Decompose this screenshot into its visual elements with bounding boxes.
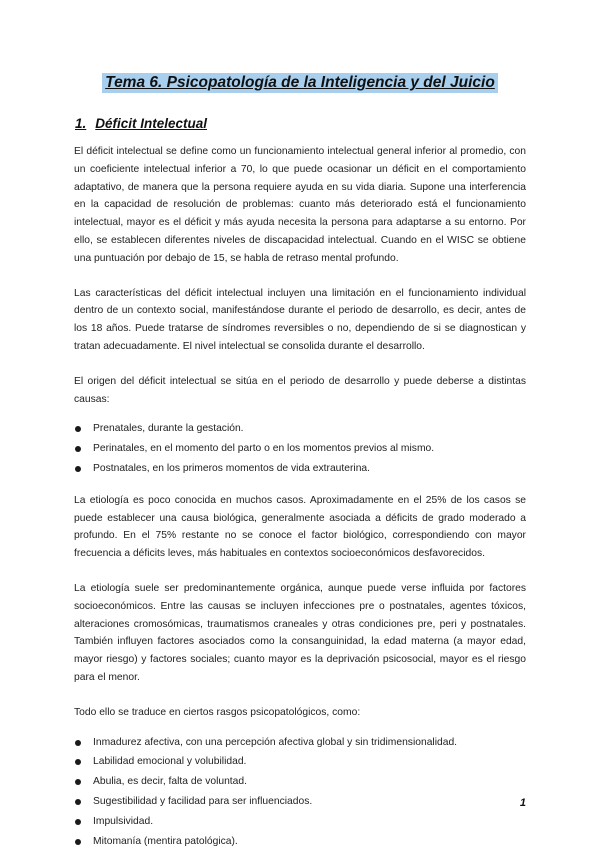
bullet-icon: [75, 779, 81, 785]
paragraph-origin: El origen del déficit intelectual se sitúa en el periodo de desarrollo y puede deberse a distintas causas:: [74, 375, 526, 405]
paragraph-etiology: La etiología es poco conocida en muchos casos. Aproximadamente en el 25% de los casos se puede establecer una causa biológica, generalmente asociada a déficits de grado moderado a profundo. En el 75% restante no se conoce el factor biológico, correspondiendo con mayor frecuencia a déficits leves, más habituales en contextos socioeconómicos desfavorecidos.: [74, 494, 526, 560]
list-item: Abulia, es decir, falta de voluntad.: [74, 773, 526, 791]
paragraph-etiology-factors: La etiología suele ser predominantemente orgánica, aunque puede verse influida por factores socioeconómicos. Entre las causas se incluyen infecciones pre o postnatales, agentes tóxicos, alteraciones cromosómicas, traumatismos craneales y otras condiciones pre, peri y postnatales. También influyen factores asociados como la consanguinidad, la edad materna (a mayor edad, mayor riesgo) y factores sociales; cuanto mayor es la deprivación psicosocial, mayor es el riesgo para el menor.: [74, 582, 526, 683]
bullet-icon: [75, 799, 81, 805]
bullet-icon: [75, 446, 81, 452]
page-title: Tema 6. Psicopatología de la Inteligencia y del Juicio: [102, 73, 498, 93]
section-heading: [75, 116, 207, 131]
section-title: Déficit Intelectual: [95, 116, 208, 131]
bullet-icon: [75, 839, 81, 845]
list-item: Sugestibilidad y facilidad para ser influenciados.: [74, 793, 526, 811]
title-container: [0, 73, 600, 93]
traits-list: [74, 734, 526, 851]
causes-list: [74, 420, 526, 477]
document-body: [74, 143, 526, 860]
bullet-icon: [75, 819, 81, 825]
list-item: Impulsividad.: [74, 813, 526, 831]
section-number: 1.: [75, 116, 87, 131]
list-item: Prenatales, durante la gestación.: [74, 420, 526, 438]
paragraph-definition: El déficit intelectual se define como un funcionamiento intelectual general inferior al promedio, con un coeficiente intelectual inferior a 70, lo que puede ocasionar un déficit en el comportamiento adaptativo, de manera que la persona requiere ayuda en su vida diaria. Supone una interferencia en la capacidad de resolución de problemas: cuanto más deteriorado está el funcionamiento intelectual, mayor es el déficit y más ayuda necesita la persona para adaptarse a su entorno. Por ello, se establecen diferentes niveles de discapacidad intelectual. Cuando en el WISC se obtiene una puntuación por debajo de 15, se habla de retraso mental profundo.: [74, 146, 526, 264]
list-item: Inmadurez afectiva, con una percepción afectiva global y sin tridimensionalidad.: [74, 734, 526, 752]
page-number: 1: [519, 797, 526, 809]
list-item: Mitomanía (mentira patológica).: [74, 833, 526, 851]
list-item: Perinatales, en el momento del parto o en los momentos previos al mismo.: [74, 440, 526, 458]
paragraph-traits-intro: Todo ello se traduce en ciertos rasgos psicopatológicos, como:: [74, 706, 361, 718]
list-item: Labilidad emocional y volubilidad.: [74, 753, 526, 771]
paragraph-characteristics: Las características del déficit intelectual incluyen una limitación en el funcionamiento individual dentro de un contexto social, manifestándose durante el periodo de desarrollo, es decir, antes de los 18 años. Puede tratarse de síndromes reversibles o no, dependiendo de si se diagnostican y tratan adecuadamente. El nivel intelectual se consolida durante el desarrollo.: [74, 287, 526, 352]
bullet-icon: [75, 426, 81, 432]
bullet-icon: [75, 759, 81, 765]
bullet-icon: [75, 740, 81, 746]
list-item: Postnatales, en los primeros momentos de vida extrauterina.: [74, 460, 526, 478]
bullet-icon: [75, 466, 81, 472]
